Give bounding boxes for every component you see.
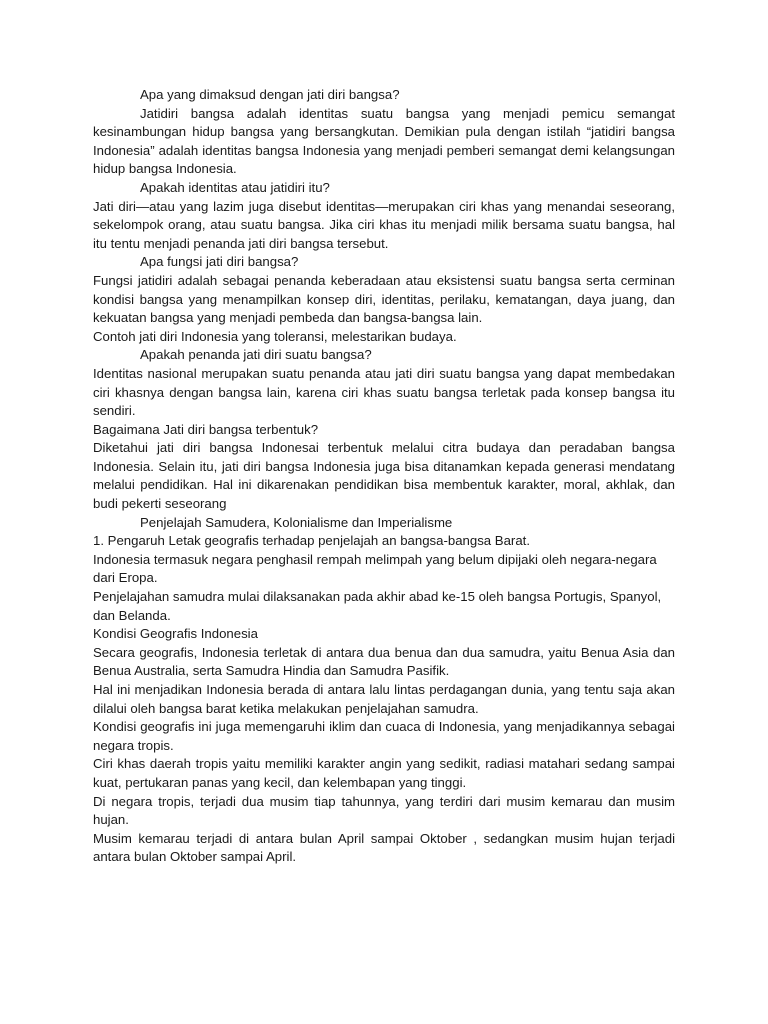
body-paragraph: Indonesia termasuk negara penghasil rempah melimpah yang belum dipijaki oleh negara-negara dari Eropa.: [93, 551, 657, 586]
document-page: [93, 86, 675, 867]
body-paragraph: Fungsi jatidiri adalah sebagai penanda keberadaan atau eksistensi suatu bangsa serta cerminan kondisi bangsa yang menampilkan konsep diri, identitas, perilaku, kematangan, daya juang, dan kekuatan bangsa yang menjadi pembeda dan bangsa-bangsa lain.: [93, 272, 675, 326]
question-heading: Apakah identitas atau jatidiri itu?: [140, 179, 330, 195]
question-heading: Apa yang dimaksud dengan jati diri bangsa?: [140, 87, 400, 102]
question-heading: Bagaimana Jati diri bangsa terbentuk?: [93, 421, 319, 437]
body-paragraph: Di negara tropis, terjadi dua musim tiap tahunnya, yang terdiri dari musim kemarau dan musim hujan.: [93, 793, 675, 828]
numbered-item: 1. Pengaruh Letak geografis terhadap penjelajah an bangsa-bangsa Barat.: [93, 533, 530, 549]
body-paragraph: Secara geografis, Indonesia terletak di antara dua benua dan dua samudra, yaitu Benua Asia dan Benua Australia, serta Samudra Hindia dan Samudra Pasifik.: [93, 644, 675, 679]
body-paragraph: Jatidiri bangsa adalah identitas suatu bangsa yang menjadi pemicu semangat kesinambungan hidup bangsa yang bersangkutan. Demikian pula dengan istilah “jatidiri bangsa Indonesia” adalah identitas bangsa Indonesia yang menjadi pemberi semangat demi kelangsungan hidup bangsa Indonesia.: [93, 105, 675, 177]
body-paragraph: Jati diri—atau yang lazim juga disebut identitas—merupakan ciri khas yang menandai seseorang, sekelompok orang, atau suatu bangsa. Jika ciri khas itu menjadi milik bersama suatu bangsa, hal itu tentu menjadi penanda jati diri bangsa tersebut.: [93, 198, 675, 251]
section-heading: Penjelajah Samudera, Kolonialisme dan Imperialisme: [140, 514, 453, 530]
body-paragraph: Kondisi geografis ini juga memengaruhi iklim dan cuaca di Indonesia, yang menjadikannya sebagai negara tropis.: [93, 719, 675, 753]
body-paragraph: Ciri khas daerah tropis yaitu memiliki karakter angin yang sedikit, radiasi matahari sedang sampai kuat, pertukaran panas yang kecil, dan kelembapan yang tinggi.: [93, 756, 675, 790]
body-paragraph: Identitas nasional merupakan suatu penanda atau jati diri suatu bangsa yang dapat membedakan ciri khasnya dengan bangsa lain, karena ciri khas suatu bangsa terletak pada konsep bangsa itu sendiri.: [93, 365, 675, 419]
body-paragraph: Musim kemarau terjadi di antara bulan April sampai Oktober , sedangkan musim hujan terjadi antara bulan Oktober sampai April.: [93, 830, 675, 865]
question-heading: Apa fungsi jati diri bangsa?: [140, 254, 299, 270]
body-paragraph: Hal ini menjadikan Indonesia berada di antara lalu lintas perdagangan dunia, yang tentu saja akan dilalui oleh bangsa barat ketika melakukan penjelajahan samudra.: [93, 682, 675, 716]
question-heading: Apakah penanda jati diri suatu bangsa?: [140, 347, 372, 363]
subsection-heading: Kondisi Geografis Indonesia: [93, 626, 258, 642]
body-paragraph: Contoh jati diri Indonesia yang toleransi, melestarikan budaya.: [93, 328, 457, 344]
body-paragraph: Penjelajahan samudra mulai dilaksanakan pada akhir abad ke-15 oleh bangsa Portugis, Spanyol, dan Belanda.: [93, 589, 662, 623]
body-paragraph: Diketahui jati diri bangsa Indonesai terbentuk melalui citra budaya dan peradaban bangsa Indonesia. Selain itu, jati diri bangsa Indonesia juga bisa ditanamkan kepada generasi mendatang melalui pendidikan. Hal ini dikarenakan pendidikan bisa membentuk karakter, moral, akhlak, dan budi pekerti seseorang: [93, 440, 675, 512]
